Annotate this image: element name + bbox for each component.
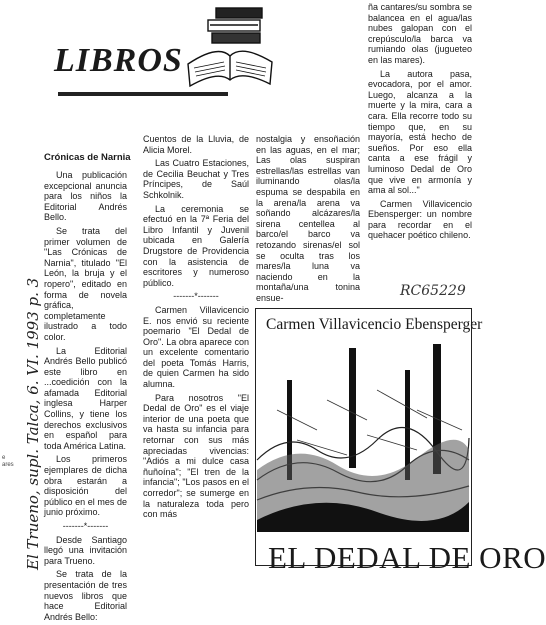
paragraph: Una publicación excepcional anuncia para los niños la Editorial Andrés Bello. xyxy=(44,170,127,223)
catalog-code: RC65229 xyxy=(400,283,466,299)
article-column-4 xyxy=(368,2,472,244)
article-column-2 xyxy=(143,134,249,523)
article-heading: Crónicas de Narnia xyxy=(44,152,131,163)
paragraph: La Editorial Andrés Bello publicó este libro en ...coedición con la afamada Editorial inglesa Harper Collins, y tiene los derechos exclusivos en español para toda América Latina. xyxy=(44,345,127,451)
paragraph: Cuentos de la Lluvia, de Alicia Morel. xyxy=(143,134,249,155)
handwritten-date-note: El Trueno, supl. Talca, 6. VI. 1993 p. 3 xyxy=(24,277,42,570)
paragraph: Desde Santiago llegó una invitación para Trueno. xyxy=(44,534,127,566)
paragraph: Se trata del primer volumen de "Las Crónicas de Narnia", titulado "El León, la bruja y el ropero", editado en forma de novela gráfica, completamente ilustrado a todo color. xyxy=(44,225,127,342)
article-column-3 xyxy=(256,134,360,307)
section-title-libros: LIBROS xyxy=(54,42,183,79)
paragraph: Carmen Villavicencio E. nos envió su reciente poemario "El Dedal de Oro". La obra aparece con un excelente comentario del poeta Tomás Harris, de quien Carmen ha sido alumna. xyxy=(143,304,249,390)
paragraph: Las Cuatro Estaciones, de Cecilia Beuchat y Tres Príncipes, de Saúl Schkolnik. xyxy=(143,158,249,200)
paragraph: Se trata de la presentación de tres nuevos libros que hace Editorial Andrés Bello: xyxy=(44,569,127,622)
article-column-1 xyxy=(44,170,127,625)
paragraph: nostalgia y ensoñación en las aguas, en el mar; Las olas suspiran estrellas/las estrellas van iluminando olas/la espuma se despabila en la arena/la arena va soñando alcázares/la sirena centellea al barco/el barco va retozando sirenas/el sol se oculta tras los mares/la luna va naciendo en la montaña/una tonina ensue- xyxy=(256,134,360,303)
paragraph: Carmen Villavicencio Ebensperger: un nombre para recordar en el quehacer poético chileno. xyxy=(368,198,472,241)
book-cover-author: Carmen Villavicencio Ebensperger xyxy=(266,316,483,333)
margin-fragment: e ares xyxy=(2,455,14,468)
paragraph: Para nosotros "El Dedal de Oro" es el viaje interior de una poeta que va hasta su infancia para retornar con sus más apreciadas vivencias: "Adiós a mi dulce casa ñuñoína"; "El tren de la infancia"; "Los pasos en el corredor"; se sumerge en la naturaleza toda pero con más xyxy=(143,392,249,520)
paragraph: ña cantares/su sombra se balancea en el agua/las nubes galopan con el crepúsculo/la barca va rumiando olas (jugueteo en las mares). xyxy=(368,2,472,65)
book-cover-title: EL DEDAL DE ORO xyxy=(268,540,546,575)
paragraph: La ceremonia se efectuó en la 7ª Feria del Libro Infantil y Juvenil ubicada en Galería Drugstore de Providencia con la asistencia de escritores y numeroso público. xyxy=(143,203,249,288)
book-cover-illustration xyxy=(257,340,469,532)
paragraph: Los primeros ejemplares de dicha obra estarán a disposición del público en el mes de junio próximo. xyxy=(44,454,127,518)
separator: -------*------- xyxy=(173,291,219,302)
paragraph: La autora pasa, evocadora, por el amor. Luego, alcanza a la muerte y la mira, cara a cara. Ella recorre todo su tiempo que, en su mayoría, está hecho de sueños. Por eso ella canta a ese frágil y luminoso Dedal de Oro que vive en armonía y ama al sol..." xyxy=(368,68,472,196)
separator: -------*------- xyxy=(62,521,109,531)
open-books-icon xyxy=(178,4,278,96)
